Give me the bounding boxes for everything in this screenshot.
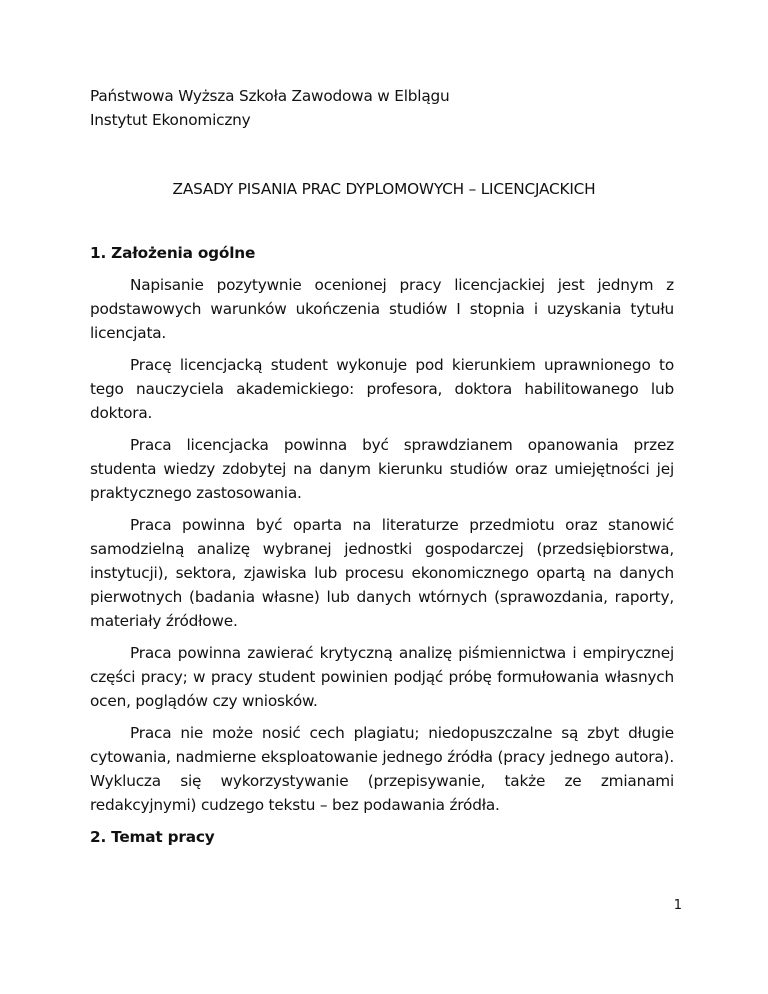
- paragraph: Praca powinna być oparta na literaturze przedmiotu oraz stanowić samodzielną analizę wybranej jednostki gospodarczej (przedsiębiorstwa, instytucji), sektora, zjawiska lub procesu ekonomicznego opartą na danych pierwotnych (badania własne) lub danych wtórnych (sprawozdania, raporty, materiały źródłowe.: [90, 516, 674, 630]
- document-title: ZASADY PISANIA PRAC DYPLOMOWYCH – LICENCJACKICH: [172, 180, 596, 198]
- section-thesis-topic: [90, 825, 674, 849]
- document-header: [90, 84, 450, 132]
- paragraph: Napisanie pozytywnie ocenionej pracy licencjackiej jest jednym z podstawowych warunków ukończenia studiów I stopnia i uzyskania tytułu licencjata.: [90, 276, 674, 342]
- page-number: 1: [673, 898, 682, 913]
- document-body: [90, 241, 674, 857]
- section-heading: 1. Założenia ogólne: [90, 244, 256, 262]
- paragraph: Praca nie może nosić cech plagiatu; niedopuszczalne są zbyt długie cytowania, nadmierne eksploatowanie jednego źródła (pracy jednego autora). Wyklucza się wykorzystywanie (przepisywanie, także ze zmianami redakcyjnymi) cudzego tekstu – bez podawania źródła.: [90, 724, 674, 814]
- section-general-assumptions: [90, 241, 674, 817]
- paragraph: Pracę licencjacką student wykonuje pod kierunkiem uprawnionego to tego nauczyciela akademickiego: profesora, doktora habilitowanego lub doktora.: [90, 356, 674, 422]
- paragraph: Praca licencjacka powinna być sprawdzianem opanowania przez studenta wiedzy zdobytej na danym kierunku studiów oraz umiejętności jej praktycznego zastosowania.: [90, 436, 674, 502]
- institution-name: Państwowa Wyższa Szkoła Zawodowa w Elblągu: [90, 87, 450, 105]
- section-heading: 2. Temat pracy: [90, 828, 215, 846]
- department-name: Instytut Ekonomiczny: [90, 111, 251, 129]
- paragraph: Praca powinna zawierać krytyczną analizę piśmiennictwa i empirycznej części pracy; w pracy student powinien podjąć próbę formułowania własnych ocen, poglądów czy wniosków.: [90, 644, 674, 710]
